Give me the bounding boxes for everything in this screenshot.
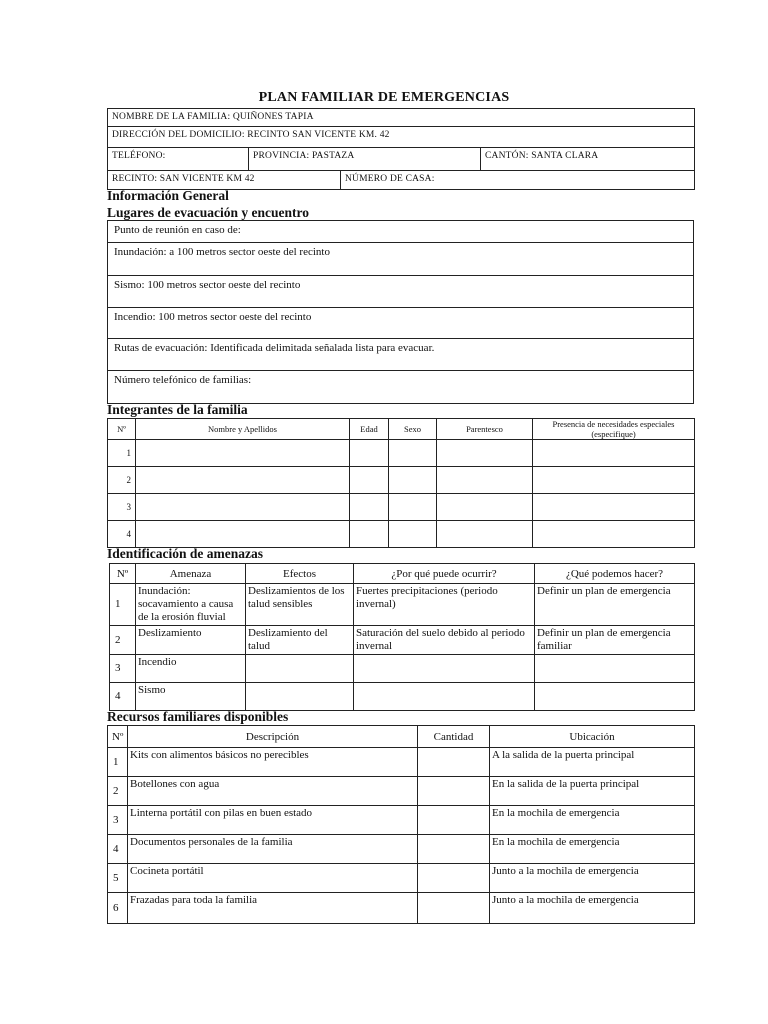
row-number: 3 <box>108 494 136 521</box>
canton-cell: CANTÓN: SANTA CLARA <box>481 148 695 171</box>
effects-cell <box>246 655 354 683</box>
page-title: PLAN FAMILIAR DE EMERGENCIAS <box>258 90 510 105</box>
table-row <box>110 655 695 683</box>
effects-cell <box>246 683 354 711</box>
why-cell: Fuertes precipitaciones (periodo invernal) <box>354 584 535 626</box>
row-number: 1 <box>108 440 136 467</box>
table-row <box>110 683 695 711</box>
table-row <box>108 777 695 806</box>
effects-cell: Deslizamientos de los talud sensibles <box>246 584 354 626</box>
col-relationship: Parentesco <box>437 419 533 440</box>
description-cell: Frazadas para toda la familia <box>128 893 418 924</box>
quantity-cell <box>418 893 490 924</box>
threat-cell: Sismo <box>136 683 246 711</box>
row-number: 2 <box>108 467 136 494</box>
quantity-cell <box>418 806 490 835</box>
col-what-to-do: ¿Qué podemos hacer? <box>535 564 695 584</box>
phone-cell: TELÉFONO: <box>108 148 249 171</box>
description-cell: Kits con alimentos básicos no perecibles <box>128 748 418 777</box>
recinto-cell: RECINTO: SAN VICENTE KM 42 <box>108 171 341 190</box>
family-name-cell: NOMBRE DE LA FAMILIA: QUIÑONES TAPIA <box>108 109 695 127</box>
family-phones-row: Número telefónico de familias: <box>108 371 694 404</box>
threats-table <box>109 563 695 711</box>
table-row <box>110 584 695 626</box>
threat-cell: Incendio <box>136 655 246 683</box>
col-number: Nº <box>110 564 136 584</box>
evacuation-routes-row: Rutas de evacuación: Identificada delimitada señalada lista para evacuar. <box>108 339 694 371</box>
fire-row: Incendio: 100 metros sector oeste del recinto <box>108 308 694 339</box>
table-row <box>108 467 695 494</box>
why-cell: Saturación del suelo debido al periodo invernal <box>354 626 535 655</box>
province-cell: PROVINCIA: PASTAZA <box>249 148 481 171</box>
col-why: ¿Por qué puede ocurrir? <box>354 564 535 584</box>
col-sex: Sexo <box>389 419 437 440</box>
description-cell: Linterna portátil con pilas en buen estado <box>128 806 418 835</box>
house-number-cell: NÚMERO DE CASA: <box>341 171 695 190</box>
general-info-heading: Información General <box>107 188 229 203</box>
description-cell: Documentos personales de la familia <box>128 835 418 864</box>
threats-heading: Identificación de amenazas <box>107 546 263 561</box>
col-name: Nombre y Apellidos <box>136 419 350 440</box>
table-row <box>108 440 695 467</box>
table-row <box>108 494 695 521</box>
row-number: 6 <box>108 893 128 924</box>
location-cell: Junto a la mochila de emergencia <box>490 864 695 893</box>
table-row <box>110 626 695 655</box>
why-cell <box>354 683 535 711</box>
threat-cell: Deslizamiento <box>136 626 246 655</box>
location-cell: En la salida de la puerta principal <box>490 777 695 806</box>
table-row <box>108 893 695 924</box>
row-number: 5 <box>108 864 128 893</box>
why-cell <box>354 655 535 683</box>
col-special-needs: Presencia de necesidades especiales (especifique) <box>533 419 695 440</box>
family-info-table <box>107 108 695 190</box>
row-number: 2 <box>108 777 128 806</box>
evacuation-table <box>107 220 694 404</box>
table-row <box>108 806 695 835</box>
col-location: Ubicación <box>490 726 695 748</box>
row-number: 1 <box>108 748 128 777</box>
row-number: 1 <box>110 584 136 626</box>
what-to-do-cell <box>535 655 695 683</box>
members-heading: Integrantes de la familia <box>107 402 248 417</box>
evacuation-heading: Lugares de evacuación y encuentro <box>107 205 309 220</box>
quantity-cell <box>418 835 490 864</box>
quantity-cell <box>418 777 490 806</box>
what-to-do-cell: Definir un plan de emergencia <box>535 584 695 626</box>
row-number: 2 <box>110 626 136 655</box>
resources-table <box>107 725 695 924</box>
quantity-cell <box>418 748 490 777</box>
quantity-cell <box>418 864 490 893</box>
location-cell: En la mochila de emergencia <box>490 835 695 864</box>
table-row <box>108 835 695 864</box>
row-number: 3 <box>110 655 136 683</box>
col-description: Descripción <box>128 726 418 748</box>
members-table <box>107 418 695 548</box>
row-number: 4 <box>110 683 136 711</box>
effects-cell: Deslizamiento del talud <box>246 626 354 655</box>
col-age: Edad <box>350 419 389 440</box>
flood-row: Inundación: a 100 metros sector oeste del recinto <box>108 243 694 276</box>
col-threat: Amenaza <box>136 564 246 584</box>
earthquake-row: Sismo: 100 metros sector oeste del recinto <box>108 276 694 308</box>
what-to-do-cell: Definir un plan de emergencia familiar <box>535 626 695 655</box>
location-cell: A la salida de la puerta principal <box>490 748 695 777</box>
col-number: Nº <box>108 726 128 748</box>
location-cell: Junto a la mochila de emergencia <box>490 893 695 924</box>
row-number: 3 <box>108 806 128 835</box>
table-row <box>108 864 695 893</box>
location-cell: En la mochila de emergencia <box>490 806 695 835</box>
meeting-point-row: Punto de reunión en caso de: <box>108 221 694 243</box>
col-effects: Efectos <box>246 564 354 584</box>
what-to-do-cell <box>535 683 695 711</box>
table-row <box>108 521 695 548</box>
resources-heading: Recursos familiares disponibles <box>107 709 289 724</box>
col-number: Nº <box>108 419 136 440</box>
col-quantity: Cantidad <box>418 726 490 748</box>
description-cell: Cocineta portátil <box>128 864 418 893</box>
table-row <box>108 748 695 777</box>
threat-cell: Inundación: socavamiento a causa de la erosión fluvial <box>136 584 246 626</box>
row-number: 4 <box>108 835 128 864</box>
address-cell: DIRECCIÓN DEL DOMICILIO: RECINTO SAN VICENTE KM. 42 <box>108 127 695 148</box>
description-cell: Botellones con agua <box>128 777 418 806</box>
row-number: 4 <box>108 521 136 548</box>
